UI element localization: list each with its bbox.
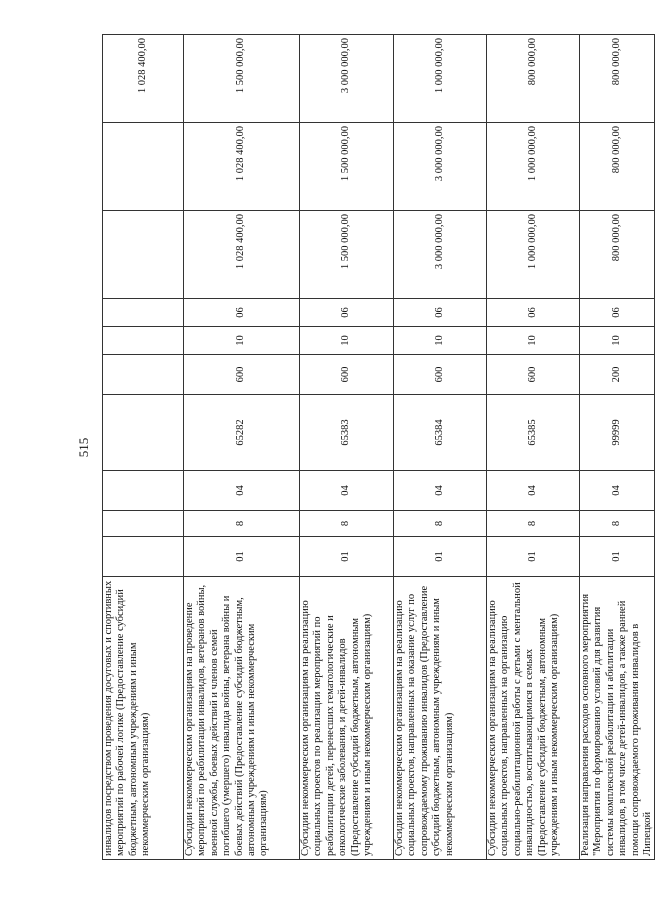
amount-cell: 3 000 000,00 — [394, 123, 487, 211]
code-cell: 04 — [300, 471, 394, 511]
code-cell: 8 — [184, 511, 300, 537]
code-cell: 04 — [184, 471, 300, 511]
amount-cell: 1 000 000,00 — [394, 35, 487, 123]
code-cell: 06 — [300, 299, 394, 327]
amount-cell: 800 000,00 — [487, 35, 580, 123]
code-cell: 600 — [300, 355, 394, 395]
code-cell: 04 — [394, 471, 487, 511]
code-cell: 99999 — [580, 395, 655, 471]
code-cell: 65384 — [394, 395, 487, 471]
code-cell: 8 — [394, 511, 487, 537]
code-cell: 10 — [300, 327, 394, 355]
code-cell: 600 — [184, 355, 300, 395]
amount-cell — [103, 123, 184, 211]
code-cell: 8 — [487, 511, 580, 537]
code-cell: 04 — [580, 471, 655, 511]
code-cell: 04 — [487, 471, 580, 511]
code-cell: 10 — [580, 327, 655, 355]
code-cell: 10 — [394, 327, 487, 355]
code-cell — [103, 395, 184, 471]
code-cell — [103, 299, 184, 327]
amount-cell: 1 028 400,00 — [103, 35, 184, 123]
row-description: Субсидии некоммерческим организациям на реализацию социальных проектов, направленных на оказание услуг по сопровождаемому проживанию инвалидов (Предоставление субсидий бюджетным, автономным учреждениям и иным некоммерческим организациям) — [394, 577, 487, 860]
code-cell: 01 — [487, 537, 580, 577]
amount-cell: 3 000 000,00 — [394, 211, 487, 299]
amount-cell: 1 028 400,00 — [184, 123, 300, 211]
amount-cell: 1 500 000,00 — [300, 123, 394, 211]
amount-cell: 1 500 000,00 — [300, 211, 394, 299]
row-description: Субсидии некоммерческим организациям на реализацию социальных проектов, направленных на организацию социально-реабилитационной работы с детьми с ментальной инвалидностью, воспитывающимися в семьях (Предоставление субсидий бюджетным, автономным учреждениям и иным некоммерческим организациям) — [487, 577, 580, 860]
amount-cell: 800 000,00 — [580, 211, 655, 299]
code-cell — [103, 471, 184, 511]
amount-cell — [103, 211, 184, 299]
code-cell: 600 — [394, 355, 487, 395]
table-row — [103, 35, 184, 860]
code-cell: 01 — [300, 537, 394, 577]
page-number: 515 — [76, 437, 91, 458]
code-cell: 06 — [394, 299, 487, 327]
code-cell — [103, 355, 184, 395]
code-cell: 600 — [487, 355, 580, 395]
amount-cell: 1 500 000,00 — [184, 35, 300, 123]
budget-table — [102, 34, 655, 860]
code-cell: 01 — [580, 537, 655, 577]
row-description: Субсидии некоммерческим организациям на реализацию социальных проектов по реализации мероприятий по реабилитации детей, перенесших гематологические и онкологические заболевания, и детей-инвалидов (Предоставление субсидий бюджетным, автономным учреждениям и иным некоммерческим организациям) — [300, 577, 394, 860]
code-cell: 65383 — [300, 395, 394, 471]
code-cell: 200 — [580, 355, 655, 395]
code-cell — [103, 327, 184, 355]
row-description: Субсидии некоммерческим организациям на проведение мероприятий по реабилитации инвалидов, ветеранов войны, военной службы, боевых действий и членов семей погибшего (умершего) инвалида войны, ветерана войны и боевых действий (Предоставление субсидий бюджетным, автономным учреждениям и иным некоммерческим организациям) — [184, 577, 300, 860]
code-cell: 01 — [184, 537, 300, 577]
amount-cell: 3 000 000,00 — [300, 35, 394, 123]
table-row — [487, 35, 580, 860]
code-cell: 01 — [394, 537, 487, 577]
table-row — [394, 35, 487, 860]
amount-cell: 1 000 000,00 — [487, 211, 580, 299]
code-cell: 65385 — [487, 395, 580, 471]
table-row — [580, 35, 655, 860]
table-row — [184, 35, 300, 860]
amount-cell: 1 028 400,00 — [184, 211, 300, 299]
table-row — [300, 35, 394, 860]
code-cell — [103, 511, 184, 537]
amount-cell: 1 000 000,00 — [487, 123, 580, 211]
code-cell: 10 — [487, 327, 580, 355]
code-cell: 10 — [184, 327, 300, 355]
code-cell: 8 — [300, 511, 394, 537]
code-cell: 65282 — [184, 395, 300, 471]
row-description: инвалидов посредством проведения досуговых и спортивных мероприятий по рабочей логике (Предоставление субсидий бюджетным, автономным учреждениям и иным некоммерческим организациям) — [103, 577, 184, 860]
code-cell: 06 — [580, 299, 655, 327]
code-cell: 06 — [487, 299, 580, 327]
row-description: Реализация направления расходов основного мероприятия "Мероприятия по формированию условий для развития системы комплексной реабилитации и абилитации инвалидов, в том числе детей-инвалидов, а также ранней помощи сопровождаемого проживания инвалидов в Липецкой — [580, 577, 655, 860]
amount-cell: 800 000,00 — [580, 123, 655, 211]
code-cell — [103, 537, 184, 577]
code-cell: 06 — [184, 299, 300, 327]
rotated-page — [66, 35, 653, 860]
amount-cell: 800 000,00 — [580, 35, 655, 123]
code-cell: 8 — [580, 511, 655, 537]
